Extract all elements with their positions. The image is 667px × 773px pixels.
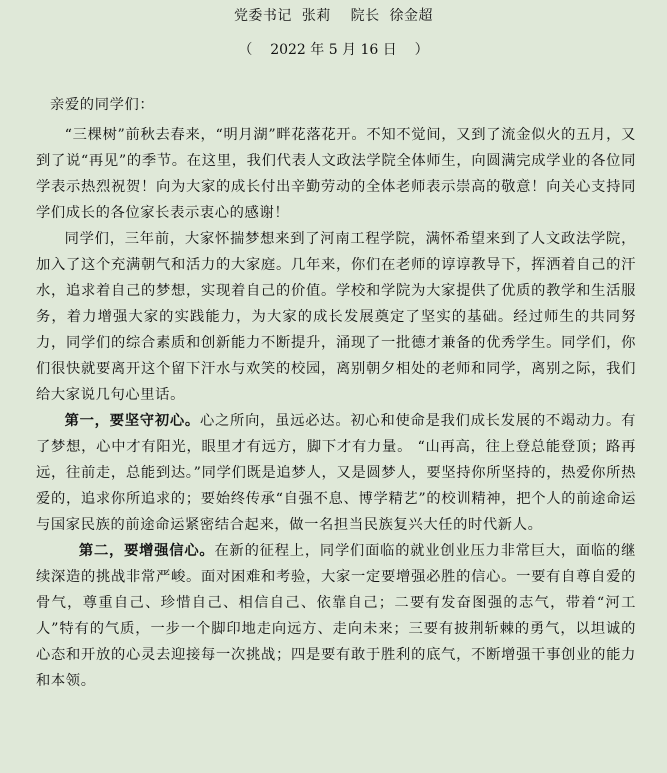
letter-body <box>36 92 636 694</box>
greeting: 亲爱的同学们： <box>50 97 155 113</box>
paragraph-first-point <box>36 408 636 538</box>
paragraph-second-point <box>36 538 636 694</box>
paragraph-three-years <box>36 226 636 408</box>
paragraph-text: 心之所向，虽远必达。初心和使命是我们成长发展的不竭动力。有了梦想，心中才有阳光，眼里才有远方，脚下才有力量。 “山再高，往上登总能登顶；路再远，往前走，总能到达。”同学们既是追梦人，又是圆梦人，要坚持你所坚持的，热爱你所热爱的，追求你所追求的；要始终传承“自强不息、博学精艺”的校训精神，把个人的前途命运与国家民族的前途命运紧密结合起来，做一名担当民族复兴大任的时代新人。 <box>36 413 636 533</box>
paragraph-text: 在新的征程上，同学们面临的就业创业压力非常巨大，面临的继续深造的挑战非常严峻。面对困难和考验，大家一定要增强必胜的信心。一要有自尊自爱的骨气，尊重自己、珍惜自己、相信自己、依靠自己；二要有发奋图强的志气，带着“河工人”特有的气质，一步一个脚印地走向远方、走向未来；三要有披荆斩棘的勇气，以坦诚的心态和开放的心灵去迎接每一次挑战；四是要有敢于胜利的底气，不断增强干事创业的能力和本领。 <box>36 543 637 689</box>
letter-date: （ 2022 年 5 月 16 日 ） <box>238 42 429 58</box>
paragraph-opening <box>36 122 636 226</box>
paragraph-text: 同学们，三年前，大家怀揣梦想来到了河南工程学院，满怀希望来到了人文政法学院，加入了这个充满朝气和活力的大家庭。几年来，你们在老师的谆谆教导下，挥洒着自己的汗水，追求着自己的梦想，实现着自己的价值。学校和学院为大家提供了优质的教学和生活服务，着力增强大家的实践能力，为大家的成长发展奠定了坚实的基础。经过师生的共同努力，同学们的综合素质和创新能力不断提升，涌现了一批德才兼备的优秀学生。同学们，你们很快就要离开这个留下汗水与欢笑的校园，离别朝夕相处的老师和同学，离别之际，我们给大家说几句心里话。 <box>36 231 636 403</box>
paragraph-lead: 第一，要坚守初心。 <box>64 413 200 429</box>
signatories: 党委书记 张莉 院长 徐金超 <box>233 8 434 24</box>
paragraph-lead: 第二，要增强信心。 <box>78 543 215 559</box>
paragraph-text: “三棵树”前秋去春来，“明月湖”畔花落花开。不知不觉间，又到了流金似火的五月，又到了说“再见”的季节。在这里，我们代表人文政法学院全体师生，向圆满完成学业的各位同学表示热烈祝贺！向为大家的成长付出辛勤劳动的全体老师表示崇高的敬意！向关心支持同学们成长的各位家长表示衷心的感谢！ <box>36 127 636 221</box>
